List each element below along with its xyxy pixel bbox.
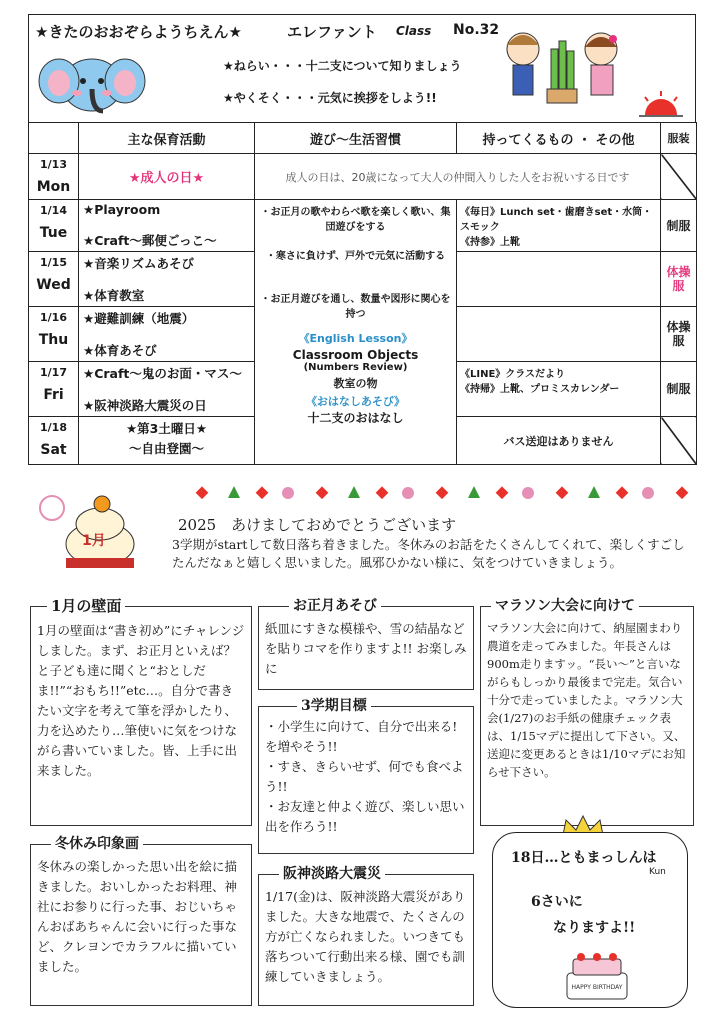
day-cell: 1/13 Mon xyxy=(29,154,79,200)
elephant-icon xyxy=(37,45,147,119)
promise-text: ★やくそく・・・元気に挨拶をしよう!! xyxy=(223,91,437,105)
school-name: ★きたのおおぞらようちえん★ xyxy=(35,23,242,41)
goal-title: 3学期目標 xyxy=(297,695,371,715)
table-row xyxy=(29,200,697,252)
dress-cell: 体操服 xyxy=(661,252,697,307)
dress-cell: 体操服 xyxy=(661,307,697,362)
dress-cell xyxy=(661,154,697,200)
wall-decoration-box xyxy=(30,597,252,826)
earthquake-box xyxy=(258,866,474,1006)
class-label: Class xyxy=(396,24,432,38)
marathon-title: マラソン大会に向けて xyxy=(491,595,639,615)
activity-cell: ★第3土曜日★ ～自由登園～ xyxy=(79,417,255,465)
goal-body: ・小学生に向けて、自分で出来る!を増やそう!! ・すき、きらいせず、何でも食べよう!! ・お友達と仲よく遊び、楽しい思い出を作ろう!! xyxy=(265,719,465,834)
news-section xyxy=(28,482,696,1010)
dress-cell xyxy=(661,417,697,465)
weekly-schedule-table xyxy=(28,122,697,465)
bring-cell: 《LINE》クラスだより 《持帰》上靴、プロミスカレンダー xyxy=(457,362,661,417)
day-cell: 1/16 Thu xyxy=(29,307,79,362)
quake-title: 阪神淡路大震災 xyxy=(279,863,385,883)
corner-cell xyxy=(29,123,79,154)
birthday-cake-icon xyxy=(557,945,637,1005)
header-dress: 服装 xyxy=(661,123,697,154)
activity-cell: ★音楽リズムあそび ★体育教室 xyxy=(79,252,255,307)
birthday-line-3: なりますよ!! xyxy=(553,920,636,936)
day-cell: 1/17 Fri xyxy=(29,362,79,417)
issue-number: No.32 xyxy=(453,22,500,38)
news-title: 2025 あけましておめでとうございます xyxy=(178,516,457,534)
winter-title: 冬休み印象画 xyxy=(51,833,143,853)
day-cell: 1/15 Wed xyxy=(29,252,79,307)
term-goal-box xyxy=(258,698,474,854)
activity-cell: ★避難訓練（地震） ★体育あそび xyxy=(79,307,255,362)
header-bring: 持ってくるもの ・ その他 xyxy=(457,123,661,154)
class-name: エレファント xyxy=(287,23,377,41)
day-cell: 1/14 Tue xyxy=(29,200,79,252)
table-header-row xyxy=(29,123,697,154)
table-row xyxy=(29,154,697,200)
new-year-play-box xyxy=(258,598,474,690)
header-activities: 主な保育活動 xyxy=(79,123,255,154)
month-badge: 1月 xyxy=(82,533,106,549)
newyear-title: お正月あそび xyxy=(289,595,381,615)
dress-cell: 制服 xyxy=(661,362,697,417)
newsletter-sheet xyxy=(28,14,696,1010)
winter-drawing-box xyxy=(30,836,252,1006)
header-play: 遊び～生活習慣 xyxy=(255,123,457,154)
birthday-box xyxy=(492,832,688,1008)
day-cell: 1/18 Sat xyxy=(29,417,79,465)
bring-cell xyxy=(457,307,661,362)
quake-body: 1/17(金)は、阪神淡路大震災がありました。大きな地震で、たくさんの方が亡くなられました。いつきても落ちついて行動出来る様、園でも訓練していきましょう。 xyxy=(265,889,466,984)
header xyxy=(28,14,696,122)
bring-cell: 《毎日》Lunch set・歯磨きset・水筒・スモック 《持参》上靴 xyxy=(457,200,661,252)
cake-text: HAPPY BIRTHDAY xyxy=(571,984,623,991)
children-with-kadomatsu-icon xyxy=(497,19,625,111)
bring-cell xyxy=(457,252,661,307)
holiday-note: 成人の日は、20歳になって大人の仲間入りした人をお祝いする日です xyxy=(255,154,661,200)
greeting-text: 3学期がstartして数日落ち着きました。冬休みのお話をたくさんしてくれて、楽しくすごしたんだなぁと嬉しく思いました。風邪ひかない様に、気をつけていきましょう。 xyxy=(172,537,685,570)
marathon-box xyxy=(480,598,694,826)
holiday-cell: ★成人の日★ xyxy=(79,154,255,200)
wall-title: 1月の壁面 xyxy=(47,595,125,616)
birthday-kun: Kun xyxy=(649,867,666,877)
activity-cell: ★Craft～鬼のお面・マス～ ★阪神淡路大震災の日 xyxy=(79,362,255,417)
sunrise-icon xyxy=(637,89,685,119)
bring-cell: バス送迎はありません xyxy=(457,417,661,465)
wall-body: 1月の壁面は“書き初め”にチャレンジしました。まず、お正月といえば？と子ども達に聞くと“おとしだま!!”“おもち!!”etc…。自分で書きたい文字を考えて筆を浮かしたり、力を込めたり…筆使いに気をつけながら書いていました。皆、上手に出来ました。 xyxy=(37,623,245,778)
aim-text: ★ねらい・・・十二支について知りましょう xyxy=(223,59,462,73)
newyear-body: 紙皿にすきな模様や、雪の結晶などを貼りコマを作りますよ!! お楽しみに xyxy=(265,621,467,676)
birthday-line-1: 18日…ともまっしんは xyxy=(511,850,657,866)
winter-body: 冬休みの楽しかった思い出を絵に描きました。おいしかったお料理、神社にお参りに行った事、おじいちゃんおばあちゃんに会いに行った事など、クレヨンでカラフルに描いていました。 xyxy=(37,859,238,974)
play-cell: ・お正月の歌やわらべ歌を楽しく歌い、集団遊びをする ・寒さに負けず、戸外で元気に活動する ・お正月遊びを通し、数量や図形に関心を持つ 《English Lesson》 Classroom Objects (Numbers Review) 教室の物 《おはなしあそび》 十二支のおはなし xyxy=(255,200,457,465)
marathon-body: マラソン大会に向けて、納屋園まわり農道を走ってみました。年長さんは900m走りますッ。“長い～”と言いながらもしっかり最後まで完走。気合い十分で走っていましたよ。マラソン大会(1/27)のお手紙の健康チェック表は、1/15マデに提出して下さい。又、送迎に変更あるときは1/10マデにお知らせ下さい。 xyxy=(487,621,686,779)
dress-cell: 制服 xyxy=(661,200,697,252)
activity-cell: ★Playroom ★Craft～郵便ごっこ～ xyxy=(79,200,255,252)
birthday-line-2: 6さいに xyxy=(531,894,583,910)
new-year-garland-icon xyxy=(188,482,698,504)
